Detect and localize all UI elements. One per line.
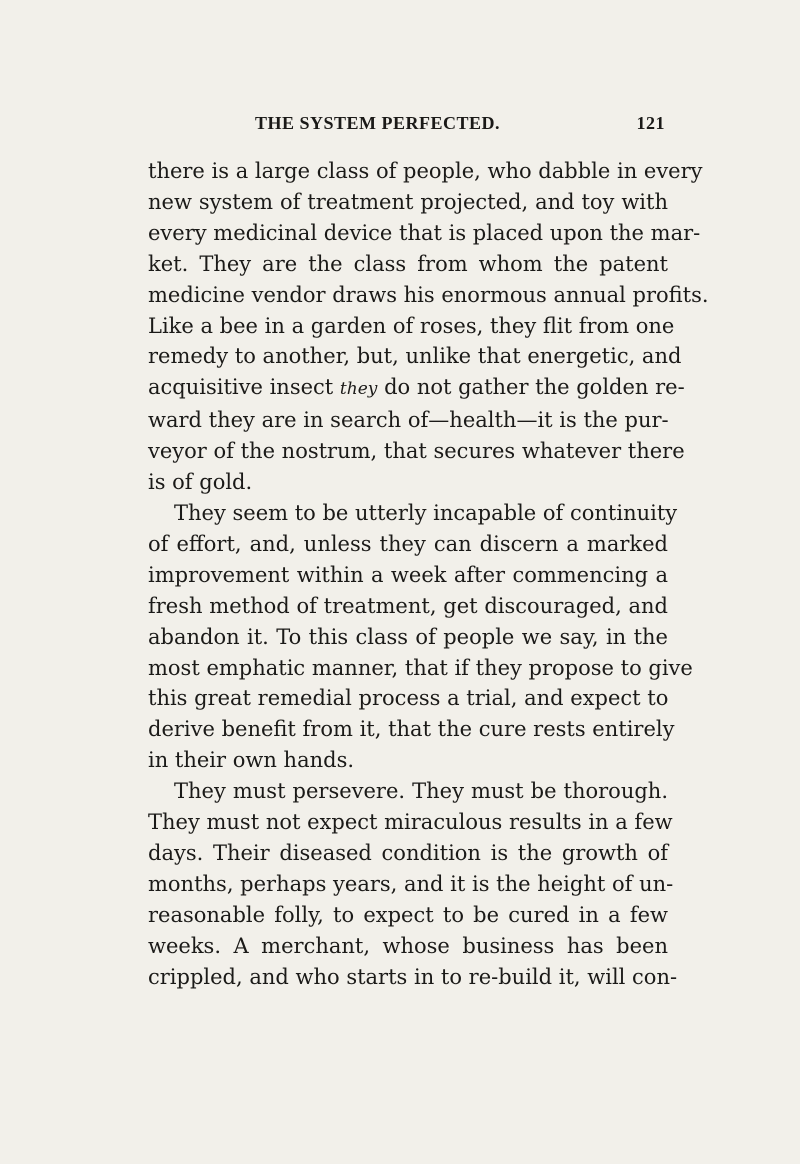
text-line: crippled, and who starts in to re-build it, will con- [148,964,678,989]
text-line: this great remedial process a trial, and expect to [148,686,669,711]
text-line: is of gold. [148,470,253,495]
text-line: Like a bee in a garden of roses, they flit from one [148,313,675,338]
text-line: reasonable folly, to expect to be cured in a few [148,902,668,927]
text-line: every medicinal device that is placed upon the mar- [148,220,701,245]
text-line: They must persevere. They must be thorough. [174,779,668,804]
text-line: medicine vendor draws his enormous annual profits. [148,282,709,307]
text-line: fresh method of treatment, get discouraged, and [148,593,668,618]
text-line: They must not expect miraculous results in a few [148,810,673,835]
italic-word: they [339,379,378,400]
text-line: days. Their diseased condition is the growth of [148,840,668,865]
text-line: most emphatic manner, that if they propose to give [148,655,693,680]
text-line: veyor of the nostrum, that secures whatever there [148,439,685,464]
text-line: weeks. A merchant, whose business has been [148,933,668,958]
text-line: ward they are in search of—health—it is the pur- [148,408,669,433]
text-line: ket. They are the class from whom the patent [148,251,668,276]
text-line: there is a large class of people, who dabble in every [148,159,703,183]
page-number: 121 [636,113,665,133]
text-line: They seem to be utterly incapable of continuity [174,500,678,525]
text-line: in their own hands. [148,748,355,773]
text-line: of effort, and, unless they can discern a marked [148,531,668,556]
text-fragment: acquisitive insect [148,375,334,400]
text-line: new system of treatment projected, and toy with [148,189,668,214]
text-fragment: do not gather the golden re- [384,375,685,400]
body-text [148,156,709,992]
text-line: remedy to another, but, unlike that energetic, and [148,344,682,369]
text-line [148,372,685,405]
chapter-title: THE SYSTEM PERFECTED. [255,113,501,133]
text-line: improvement within a week after commencing a [148,562,668,587]
text-line: months, perhaps years, and it is the height of un- [148,871,674,896]
text-line: abandon it. To this class of people we say, in the [148,624,668,649]
text-line: derive benefit from it, that the cure rests entirely [148,717,675,742]
running-head [255,113,665,137]
